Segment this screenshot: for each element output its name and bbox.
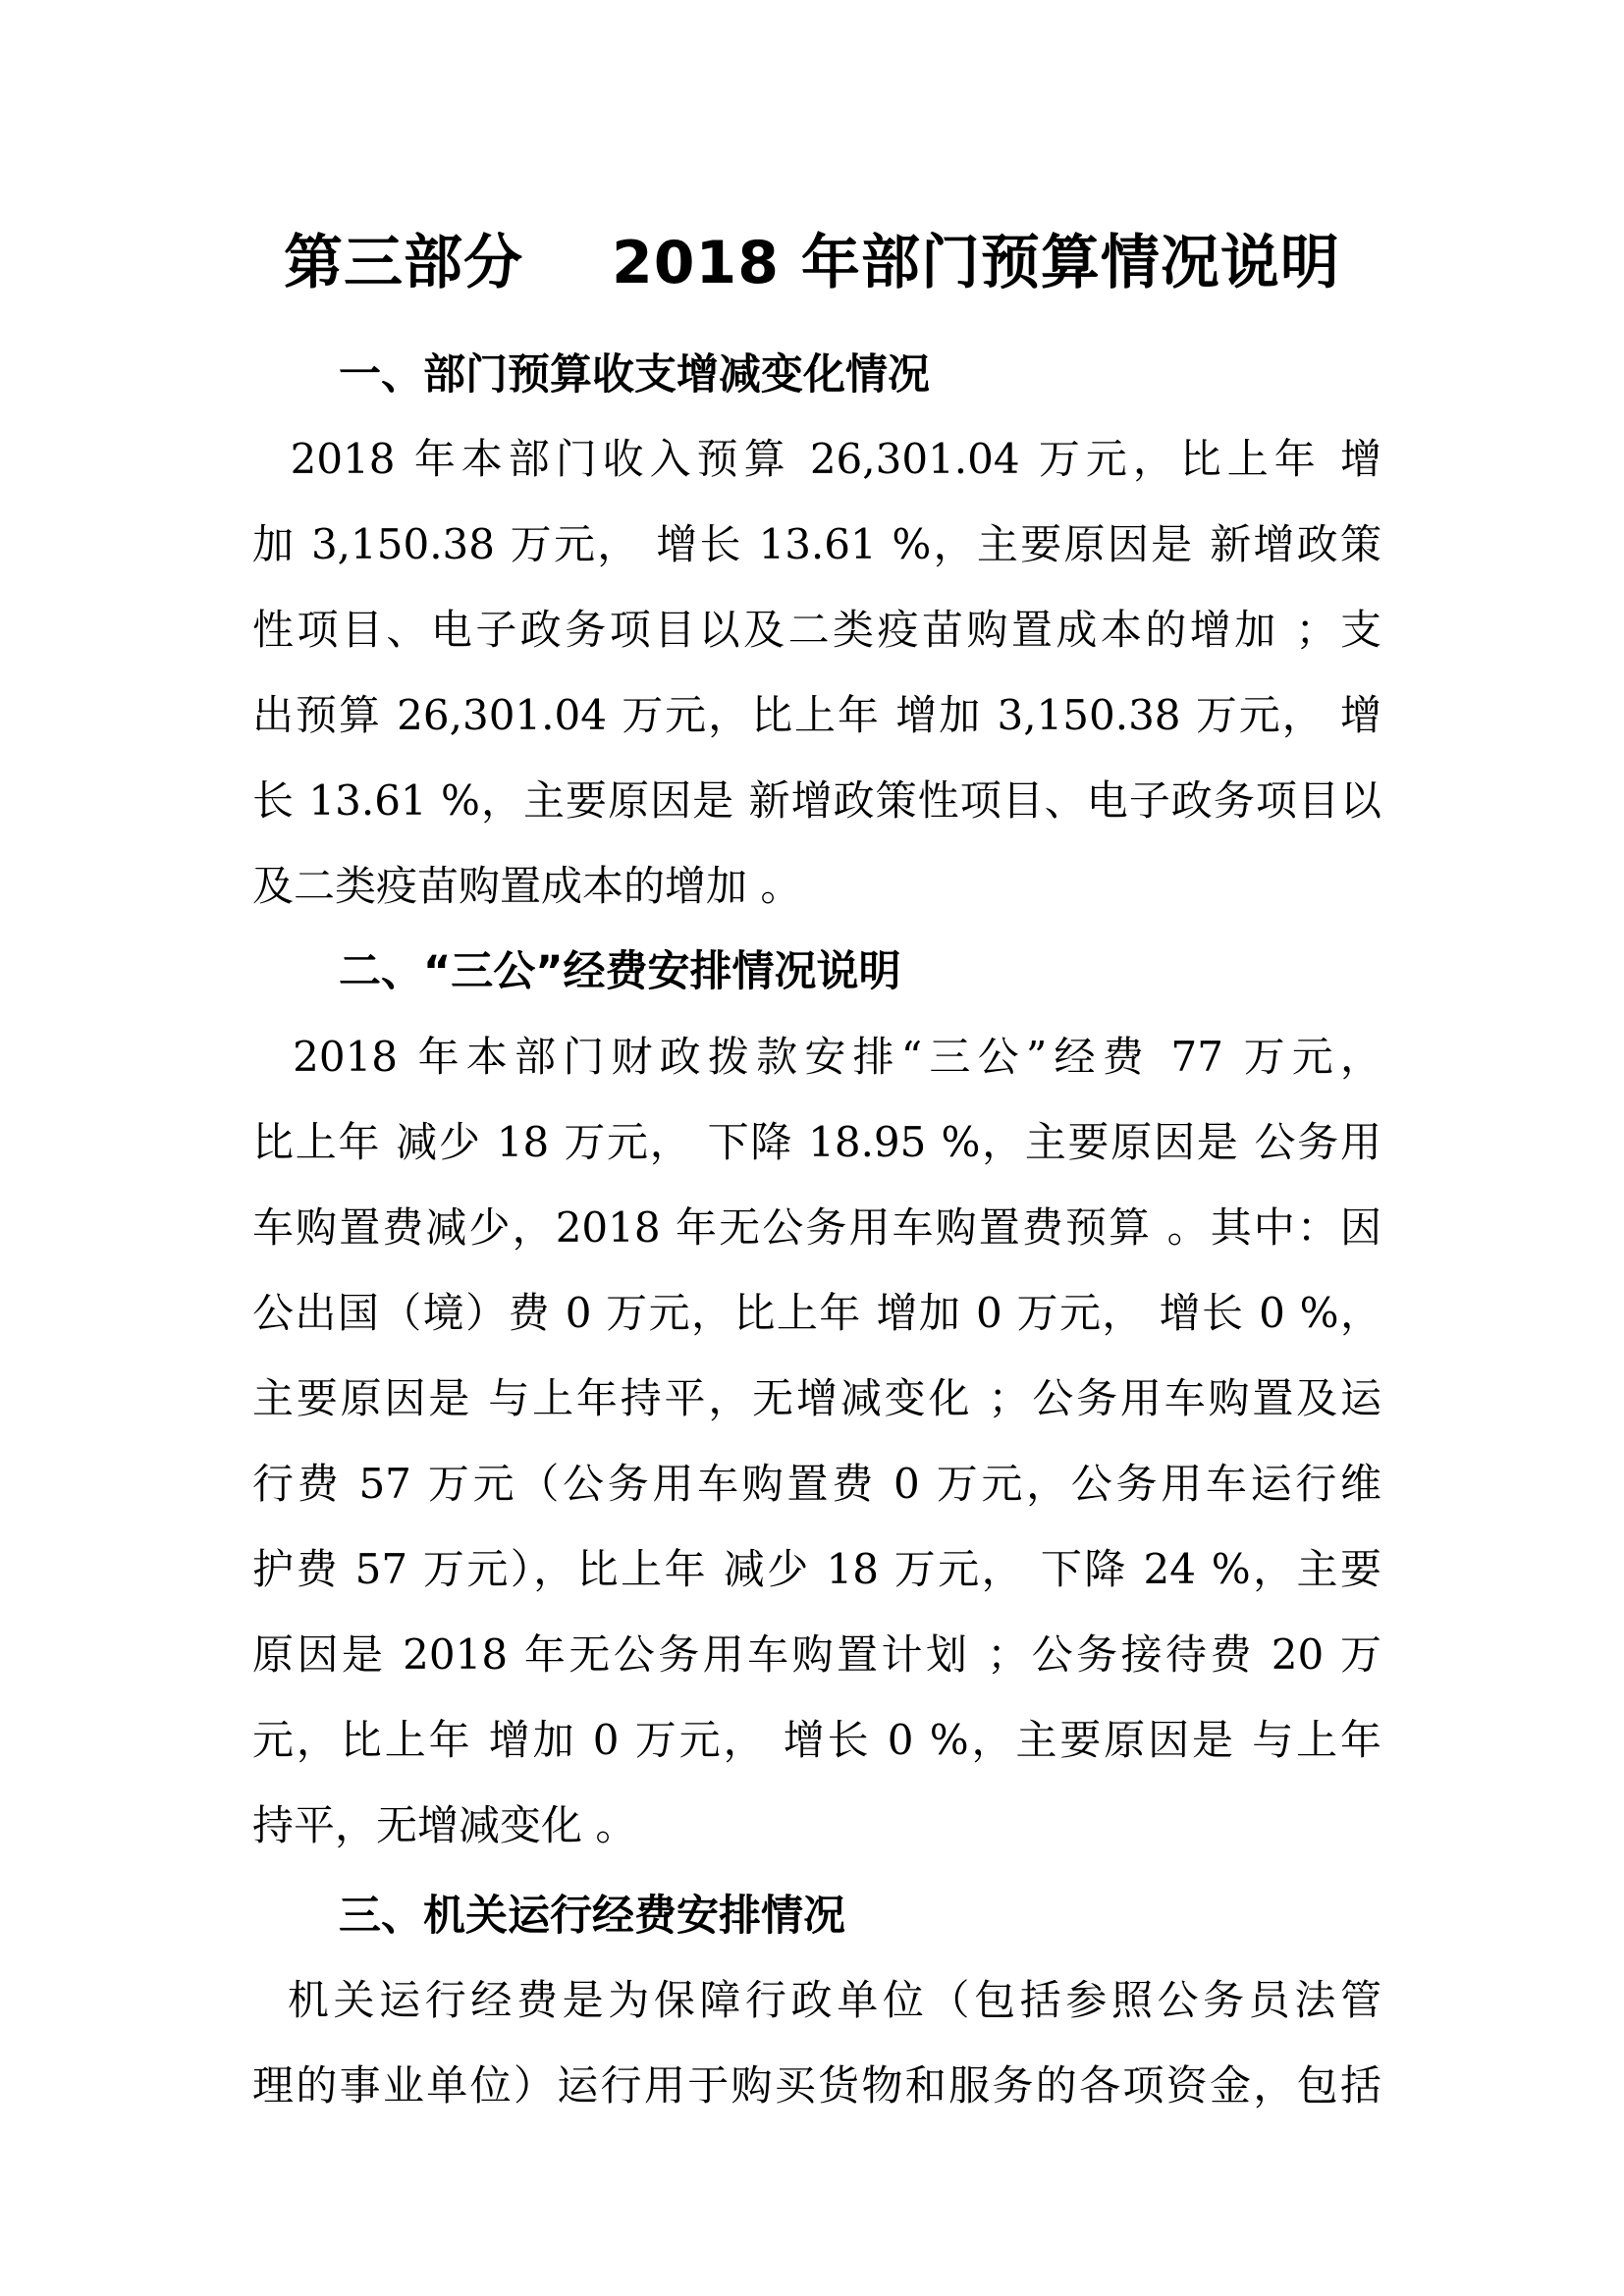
paragraph-line: 理的事业单位）运行用于购买货物和服务的各项资金，包括	[252, 2061, 1381, 2109]
page-title	[0, 224, 1624, 302]
paragraph-line: 车购置费减少，2018 年无公务用车购置费预算 。其中：因	[252, 1203, 1381, 1252]
paragraph-line: 行费 57 万元（公务用车购置费 0 万元，公务用车运行维	[252, 1460, 1381, 1508]
paragraph-line: 性项目、电子政务项目以及二类疫苗购置成本的增加 ；支	[252, 606, 1381, 654]
section-heading: 三、机关运行经费安排情况	[339, 1892, 845, 1941]
paragraph-line: 持平，无增减变化 。	[252, 1801, 637, 1849]
paragraph-line: 及二类疫苗购置成本的增加 。	[252, 862, 802, 910]
title-part: 2018 年部门预算情况说明	[612, 229, 1340, 297]
paragraph-line: 2018 年本部门财政拨款安排“三公”经费 77 万元，	[252, 1033, 1381, 1081]
paragraph-line: 加 3,150.38 万元， 增长 13.61 %，主要原因是 新增政策	[252, 520, 1381, 568]
paragraph-line: 出预算 26,301.04 万元，比上年 增加 3,150.38 万元， 增	[252, 691, 1381, 739]
paragraph-line: 原因是 2018 年无公务用车购置计划 ；公务接待费 20 万	[252, 1630, 1381, 1679]
paragraph-line: 元，比上年 增加 0 万元， 增长 0 %，主要原因是 与上年	[252, 1716, 1381, 1764]
paragraph-line: 机关运行经费是为保障行政单位（包括参照公务员法管	[252, 1976, 1381, 2024]
section-heading: 一、部门预算收支增减变化情况	[339, 350, 930, 400]
section-heading: 二、“三公”经费安排情况说明	[339, 947, 901, 996]
title-part: 第三部分	[284, 229, 524, 297]
paragraph-line: 护费 57 万元），比上年 减少 18 万元， 下降 24 %，主要	[252, 1545, 1381, 1593]
paragraph-line: 比上年 减少 18 万元， 下降 18.95 %，主要原因是 公务用	[252, 1118, 1381, 1166]
paragraph-line: 主要原因是 与上年持平，无增减变化 ；公务用车购置及运	[252, 1374, 1381, 1422]
paragraph-line: 2018 年本部门收入预算 26,301.04 万元，比上年 增	[252, 435, 1381, 483]
paragraph-line: 长 13.61 %，主要原因是 新增政策性项目、电子政务项目以	[252, 776, 1381, 825]
paragraph-line: 公出国（境）费 0 万元，比上年 增加 0 万元， 增长 0 %，	[252, 1289, 1381, 1337]
